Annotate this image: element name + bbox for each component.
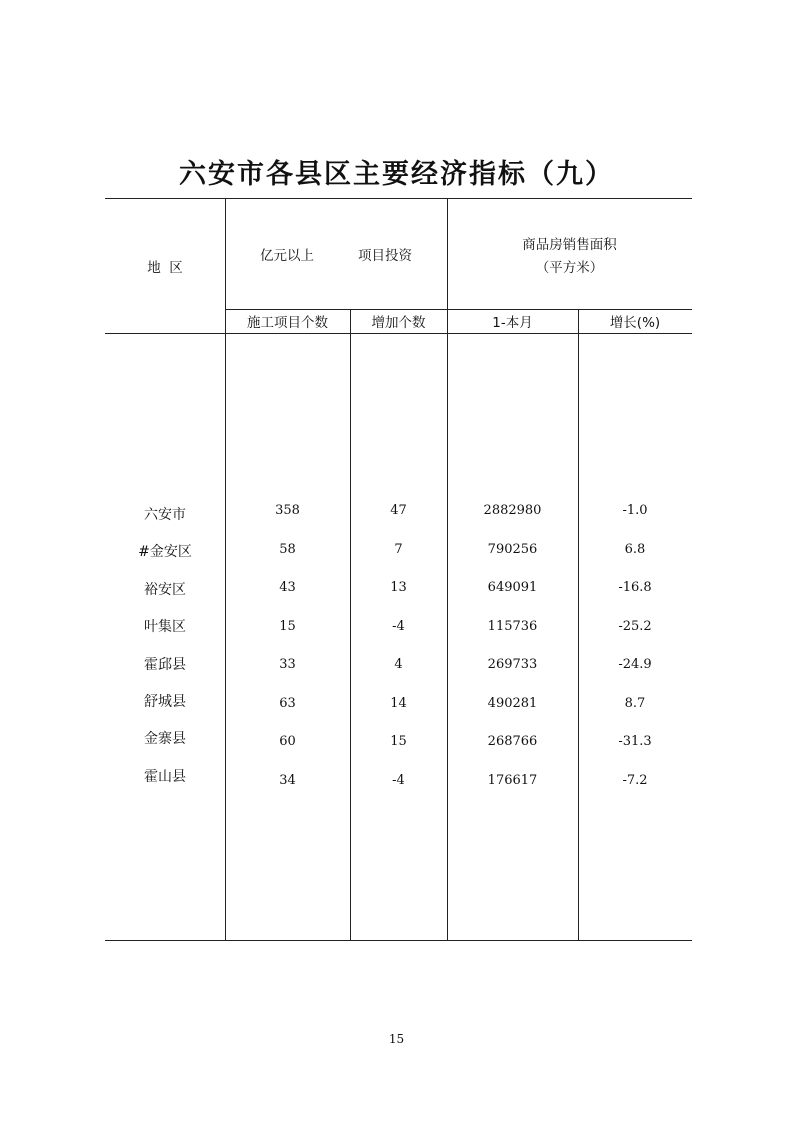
page-number: 15 — [388, 1032, 405, 1046]
cell-area: 268766 — [487, 734, 538, 749]
cell-projects: 15 — [279, 618, 296, 634]
cell-increase: -4 — [392, 772, 405, 788]
cell-growth: -25.2 — [618, 618, 652, 634]
col-header-increase: 增加个数 — [371, 315, 426, 331]
cell-growth: -1.0 — [622, 503, 648, 518]
cell-increase: 4 — [394, 657, 403, 672]
cell-area: 115736 — [487, 618, 538, 634]
cell-increase: 15 — [390, 734, 407, 749]
cell-projects: 43 — [279, 580, 296, 595]
group2-header-line2: （平方米） — [535, 260, 604, 276]
cell-region: 金寨县 — [144, 731, 186, 748]
cell-region: 霍山县 — [144, 768, 186, 785]
cell-projects: 63 — [279, 695, 296, 711]
table-bottom-border — [105, 940, 692, 941]
group1-header-right: 项目投资 — [358, 248, 412, 264]
cell-area: 490281 — [487, 695, 538, 711]
cell-projects: 60 — [279, 734, 296, 749]
table-top-border — [105, 198, 692, 199]
cell-growth: 6.8 — [624, 541, 646, 557]
cell-projects: 34 — [279, 772, 296, 788]
col-header-projects: 施工项目个数 — [247, 315, 328, 331]
group-header-divider — [225, 309, 692, 310]
cell-region: #金安区 — [138, 544, 192, 561]
cell-growth: -7.2 — [622, 772, 648, 788]
cell-region: 霍邱县 — [144, 656, 186, 673]
col-header-growth: 增长(%) — [609, 315, 661, 331]
cell-growth: 8.7 — [624, 695, 646, 711]
cell-region: 叶集区 — [144, 619, 186, 636]
region-header: 地 区 — [147, 260, 183, 276]
cell-increase: 14 — [390, 695, 407, 711]
cell-increase: 47 — [390, 503, 407, 518]
cell-growth: -24.9 — [618, 657, 652, 672]
cell-area: 649091 — [487, 580, 538, 595]
cell-region: 舒城县 — [144, 694, 186, 710]
cell-projects: 358 — [275, 503, 300, 518]
cell-increase: -4 — [392, 618, 405, 634]
cell-area: 176617 — [487, 772, 538, 788]
group2-header-line1: 商品房销售面积 — [522, 237, 617, 253]
group1-header-left: 亿元以上 — [260, 248, 314, 264]
column-divider — [225, 198, 226, 940]
cell-region: 六安市 — [144, 507, 186, 523]
cell-projects: 58 — [279, 541, 296, 557]
cell-growth: -16.8 — [618, 580, 652, 595]
col-header-area: 1-本月 — [492, 315, 533, 331]
cell-growth: -31.3 — [618, 734, 652, 749]
column-divider — [447, 198, 448, 940]
cell-area: 2882980 — [483, 503, 542, 518]
cell-area: 269733 — [487, 657, 538, 672]
page-title: 六安市各县区主要经济指标（九） — [179, 159, 614, 190]
cell-projects: 33 — [279, 657, 296, 672]
cell-increase: 13 — [390, 580, 407, 595]
cell-region: 裕安区 — [144, 581, 186, 598]
header-bottom-border — [105, 333, 692, 334]
cell-increase: 7 — [394, 541, 403, 557]
cell-area: 790256 — [487, 541, 538, 557]
